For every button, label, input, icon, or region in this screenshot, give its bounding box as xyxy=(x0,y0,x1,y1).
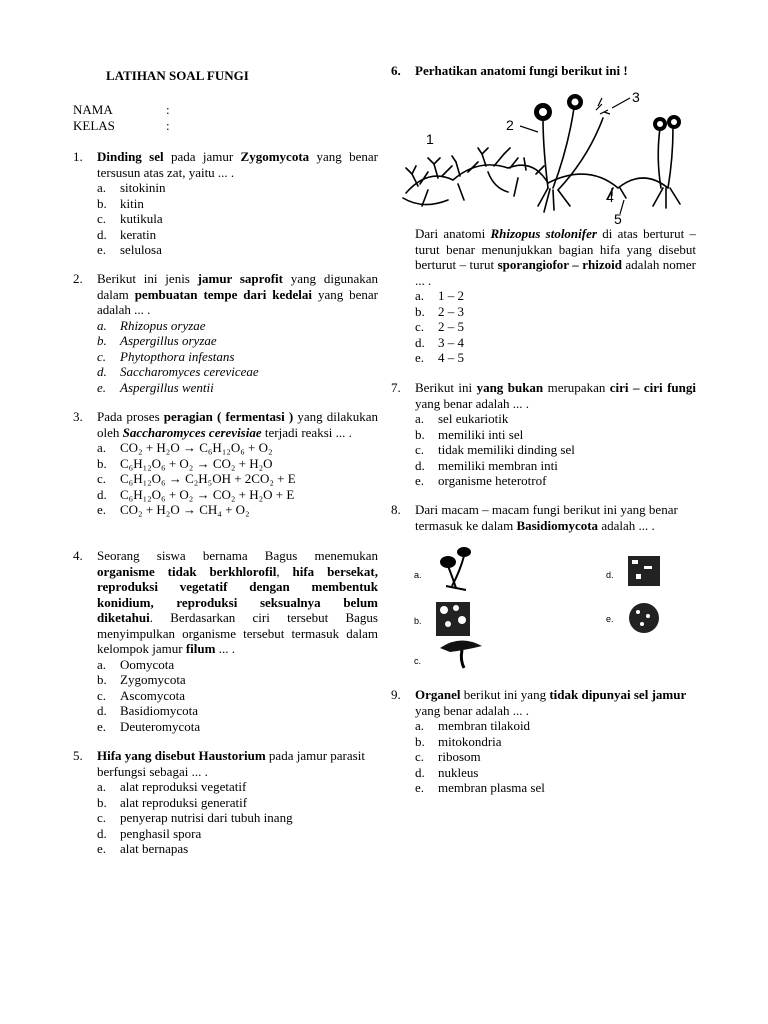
question-text: Seorang siswa bernama Bagus menemukan organisme tidak berkhlorofil, hifa bersekat, reproduksi vegetatif dengan membentuk konidium, reproduksi seksualnya belum diketahui. Berdasarkan ciri tersebut Bagus menyimpulkan organisme tersebut termasuk dalam kelompok jamur filum ... . xyxy=(97,548,378,656)
option-c[interactable]: c. 2 – 5 xyxy=(415,319,464,334)
fungi-label-c[interactable]: c. xyxy=(414,656,422,666)
option-c[interactable]: c. C₆H₁₂O₆ → C₂H₅OH + 2CO₂ + E xyxy=(97,471,296,486)
fungus-d-image[interactable] xyxy=(626,554,662,588)
option-e[interactable]: e. 4 – 5 xyxy=(415,350,464,365)
option-b[interactable]: b. 2 – 3 xyxy=(415,303,464,319)
figure-label-2: 2 xyxy=(506,117,514,133)
class-label: KELAS xyxy=(73,118,115,133)
question-3 xyxy=(73,409,378,518)
answer-options xyxy=(97,440,378,518)
question-text: Organel berikut ini yang tidak dipunyai sel jamur yang benar adalah ... . xyxy=(415,687,687,718)
figure-label-3: 3 xyxy=(632,89,640,105)
option-b[interactable]: b. Zygomycota xyxy=(97,672,186,687)
question-number: 9. xyxy=(391,687,401,702)
option-e[interactable]: e. organisme heterotrof xyxy=(415,473,547,488)
question-text: Hifa yang disebut Haustorium pada jamur parasit berfungsi sebagai ... . xyxy=(97,748,365,779)
question-text: Dinding sel pada jamur Zygomycota yang benar tersusun atas zat, yaitu ... . xyxy=(97,149,379,180)
option-c[interactable]: c. Phytopthora infestans xyxy=(97,348,235,364)
option-b[interactable]: b. C₆H₁₂O₆ + O₂ → CO₂ + H₂O xyxy=(97,455,273,471)
option-b[interactable]: b. kitin xyxy=(97,195,144,211)
fungi-label-d[interactable]: d. xyxy=(606,570,614,580)
answer-options xyxy=(97,779,378,857)
name-field xyxy=(73,102,273,118)
figure-label-4: 4 xyxy=(606,189,614,205)
option-a[interactable]: a. sitokinin xyxy=(97,180,166,195)
question-text: Dari anatomi Rhizopus stolonifer di atas berturut – turut benar menunjukkan bagian hifa yang disebut berturut – turut sporangiofor – rhizoid adalah nomer ... . xyxy=(415,226,696,288)
name-label: NAMA xyxy=(73,102,113,117)
option-d[interactable]: d. C₆H₁₂O₆ + O₂ → CO₂ + H₂O + E xyxy=(97,486,295,502)
question-6 xyxy=(391,63,696,79)
question-8 xyxy=(391,502,696,533)
answer-options xyxy=(97,657,378,735)
option-d[interactable]: d. memiliki membran inti xyxy=(415,457,558,473)
question-6-body xyxy=(391,226,696,366)
option-d[interactable]: d. nukleus xyxy=(415,764,479,780)
option-b[interactable]: b. memiliki inti sel xyxy=(415,426,524,442)
option-b[interactable]: b. Aspergillus oryzae xyxy=(97,333,217,348)
fungi-label-e[interactable]: e. xyxy=(606,614,614,624)
rhizopus-illustration xyxy=(398,88,698,228)
option-d[interactable]: d. 3 – 4 xyxy=(415,334,464,350)
question-number: 3. xyxy=(73,409,83,424)
class-separator: : xyxy=(166,118,170,133)
question-text: Dari macam – macam fungi berikut ini yang benar termasuk ke dalam Basidiomycota adalah ... . xyxy=(415,502,678,533)
option-d[interactable]: d. keratin xyxy=(97,226,157,242)
fungus-b-image[interactable] xyxy=(434,598,472,638)
question-number: 2. xyxy=(73,271,83,286)
question-number: 8. xyxy=(391,502,401,517)
option-e[interactable]: e. Aspergillus wentii xyxy=(97,379,214,395)
option-a[interactable]: a. sel eukariotik xyxy=(415,411,509,426)
option-b[interactable]: b. alat reproduksi generatif xyxy=(97,794,248,810)
option-c[interactable]: c. penyerap nutrisi dari tubuh inang xyxy=(97,810,293,825)
option-e[interactable]: e. selulosa xyxy=(97,242,162,257)
question-9 xyxy=(391,687,696,796)
question-heading: Perhatikan anatomi fungi berikut ini ! xyxy=(415,63,628,78)
option-a[interactable]: a. 1 – 2 xyxy=(415,288,464,303)
option-a[interactable]: a. Rhizopus oryzae xyxy=(97,317,206,333)
option-e[interactable]: e. Deuteromycota xyxy=(97,718,201,734)
option-a[interactable]: a. Oomycota xyxy=(97,656,175,672)
option-a[interactable]: a. alat reproduksi vegetatif xyxy=(97,779,247,794)
answer-options xyxy=(97,180,378,258)
question-text: Berikut ini yang bukan merupakan ciri – ciri fungi yang benar adalah ... . xyxy=(415,380,696,411)
question-4 xyxy=(73,548,378,734)
figure-label-1: 1 xyxy=(426,131,434,147)
question-number: 5. xyxy=(73,748,83,763)
option-a[interactable]: a. membran tilakoid xyxy=(415,718,531,733)
option-d[interactable]: d. Saccharomyces cereviceae xyxy=(97,364,259,379)
question-number: 6. xyxy=(391,63,401,78)
figure-label-5: 5 xyxy=(614,211,622,227)
answer-options xyxy=(97,318,378,396)
answer-options xyxy=(415,411,696,489)
name-separator: : xyxy=(166,102,170,117)
question-number: 7. xyxy=(391,380,401,395)
fungi-label-a[interactable]: a. xyxy=(414,570,422,580)
option-a[interactable]: a. CO₂ + H₂O → C₆H₁₂O₆ + O₂ xyxy=(97,440,273,455)
fungi-images xyxy=(410,546,680,672)
fungus-c-image[interactable] xyxy=(436,638,486,672)
option-c[interactable]: c. Ascomycota xyxy=(97,687,185,703)
question-1 xyxy=(73,149,378,258)
option-c[interactable]: c. ribosom xyxy=(415,749,481,764)
option-e[interactable]: e. membran plasma sel xyxy=(415,780,545,795)
question-text: Berikut ini jenis jamur saprofit yang digunakan dalam pembuatan tempe dari kedelai yang benar adalah ... . xyxy=(97,271,379,317)
question-2 xyxy=(73,271,378,395)
option-c[interactable]: c. kutikula xyxy=(97,211,163,226)
option-c[interactable]: c. tidak memiliki dinding sel xyxy=(415,442,575,457)
question-7 xyxy=(391,380,696,489)
fungi-label-b[interactable]: b. xyxy=(414,616,422,626)
fungus-e-image[interactable] xyxy=(624,598,664,638)
option-d[interactable]: d. Basidiomycota xyxy=(97,703,198,718)
question-number: 1. xyxy=(73,149,83,164)
option-e[interactable]: e. CO₂ + H₂O → CH₄ + O₂ xyxy=(97,502,250,517)
answer-options xyxy=(415,718,696,796)
page-title: LATIHAN SOAL FUNGI xyxy=(106,68,249,83)
question-5 xyxy=(73,748,378,857)
question-text: Pada proses peragian ( fermentasi ) yang dilakukan oleh Saccharomyces cerevisiae terjadi reaksi ... . xyxy=(97,409,378,440)
rhizopus-figure xyxy=(398,88,698,228)
option-d[interactable]: d. penghasil spora xyxy=(97,825,202,841)
class-field xyxy=(73,118,273,134)
option-b[interactable]: b. mitokondria xyxy=(415,733,502,749)
question-number: 4. xyxy=(73,548,83,563)
answer-options xyxy=(415,288,696,366)
option-e[interactable]: e. alat bernapas xyxy=(97,841,189,856)
fungus-a-image[interactable] xyxy=(430,546,480,592)
